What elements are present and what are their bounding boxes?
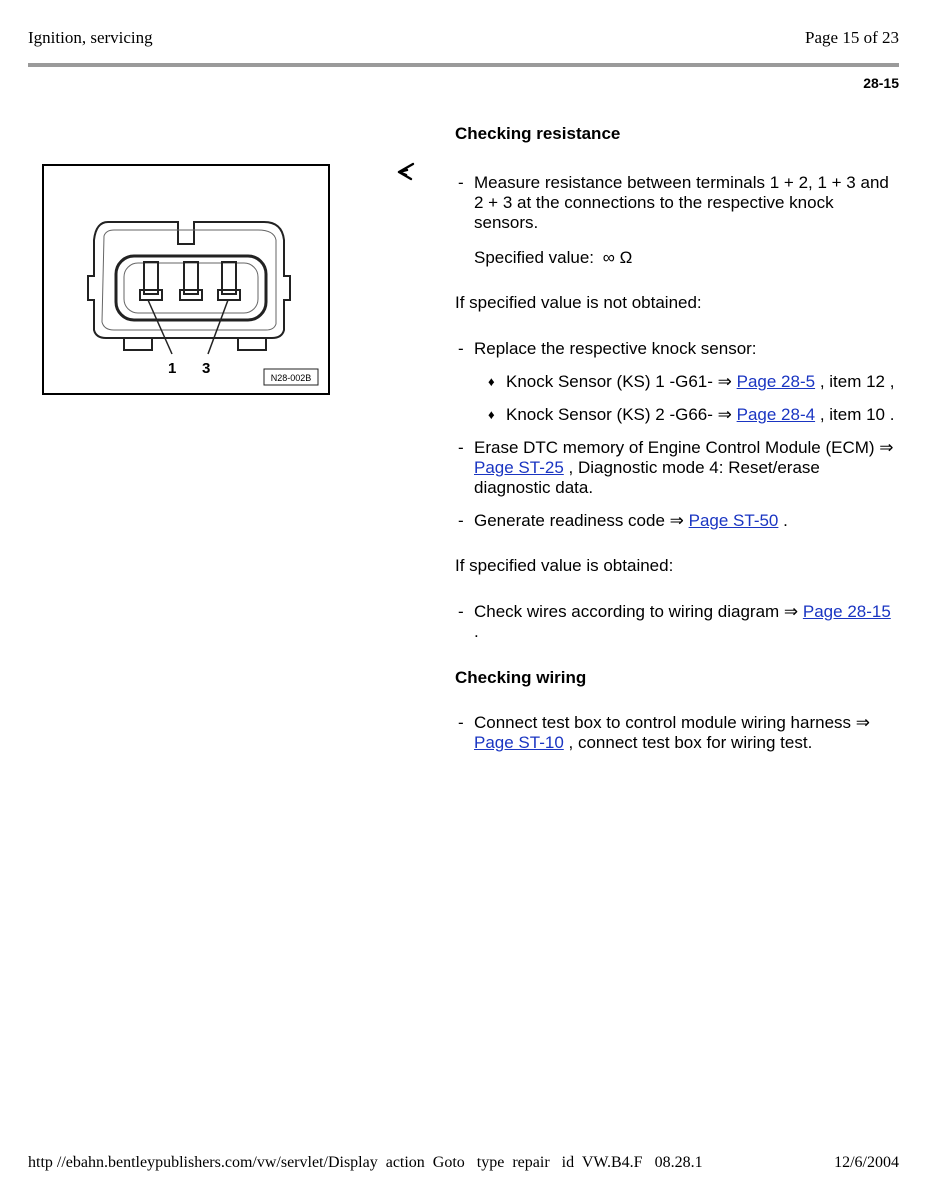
section-heading-wiring: Checking wiring [455,668,587,687]
footer-date: 12/6/2004 [834,1154,899,1171]
step-connect-test-box: - Connect test box to control module wiring harness ⇒ Page ST-10 , connect test box for wiring test. [458,713,870,752]
link-page-28-4[interactable]: Page 28-4 [736,405,816,424]
header-rule [28,63,899,67]
page-counter: Page 15 of 23 [805,28,899,47]
bullet-knock-sensor-2: ♦ Knock Sensor (KS) 2 -G66- ⇒ Page 28-4 , item 10 . [488,405,895,424]
link-page-st-10[interactable]: Page ST-10 [474,733,564,752]
procedure-content [455,124,895,753]
condition-obtained: If specified value is obtained: [455,556,674,575]
footer-url: http //ebahn.bentleypublishers.com/vw/servlet/Display action Goto type repair id VW.B4.F 08.28.1 [28,1154,703,1171]
step-check-wires: - Check wires according to wiring diagram ⇒ Page 28-15 . [458,602,891,641]
figure-pointer-icon [397,162,415,182]
link-page-28-15[interactable]: Page 28-15 [802,602,891,621]
condition-not-obtained: If specified value is not obtained: [455,293,702,312]
connector-socket [116,256,266,320]
specified-value: Specified value: ∞ Ω [474,248,633,267]
diamond-bullet-icon: ♦ [488,407,495,422]
link-page-st-50[interactable]: Page ST-50 [688,511,779,530]
step-readiness-code: - Generate readiness code ⇒ Page ST-50 . [458,511,788,530]
connector-drawing [44,166,328,393]
step-erase-dtc: - Erase DTC memory of Engine Control Module (ECM) ⇒ Page ST-25 , Diagnostic mode 4: Reset/erase diagnostic data. [458,438,894,497]
document-title: Ignition, servicing [28,28,153,47]
terminal-pins [140,262,240,300]
callout-1: 1 [168,360,177,377]
page-code: 28-15 [863,75,899,91]
page-footer [28,1154,899,1172]
diamond-bullet-icon: ♦ [488,374,495,389]
section-heading-resistance: Checking resistance [455,124,621,143]
figure-ref: N28-002B [270,373,312,383]
step-replace-sensor: - Replace the respective knock sensor: [458,339,757,358]
callout-3: 3 [202,360,211,377]
link-page-28-5[interactable]: Page 28-5 [736,372,816,391]
step-measure-resistance: - Measure resistance between terminals 1 + 2, 1 + 3 and 2 + 3 at the connections to the respective knock sensors. [458,173,889,232]
bullet-knock-sensor-1: ♦ Knock Sensor (KS) 1 -G61- ⇒ Page 28-5 , item 12 , [488,372,895,391]
link-page-st-25[interactable]: Page ST-25 [474,458,564,477]
connector-illustration [42,164,330,395]
